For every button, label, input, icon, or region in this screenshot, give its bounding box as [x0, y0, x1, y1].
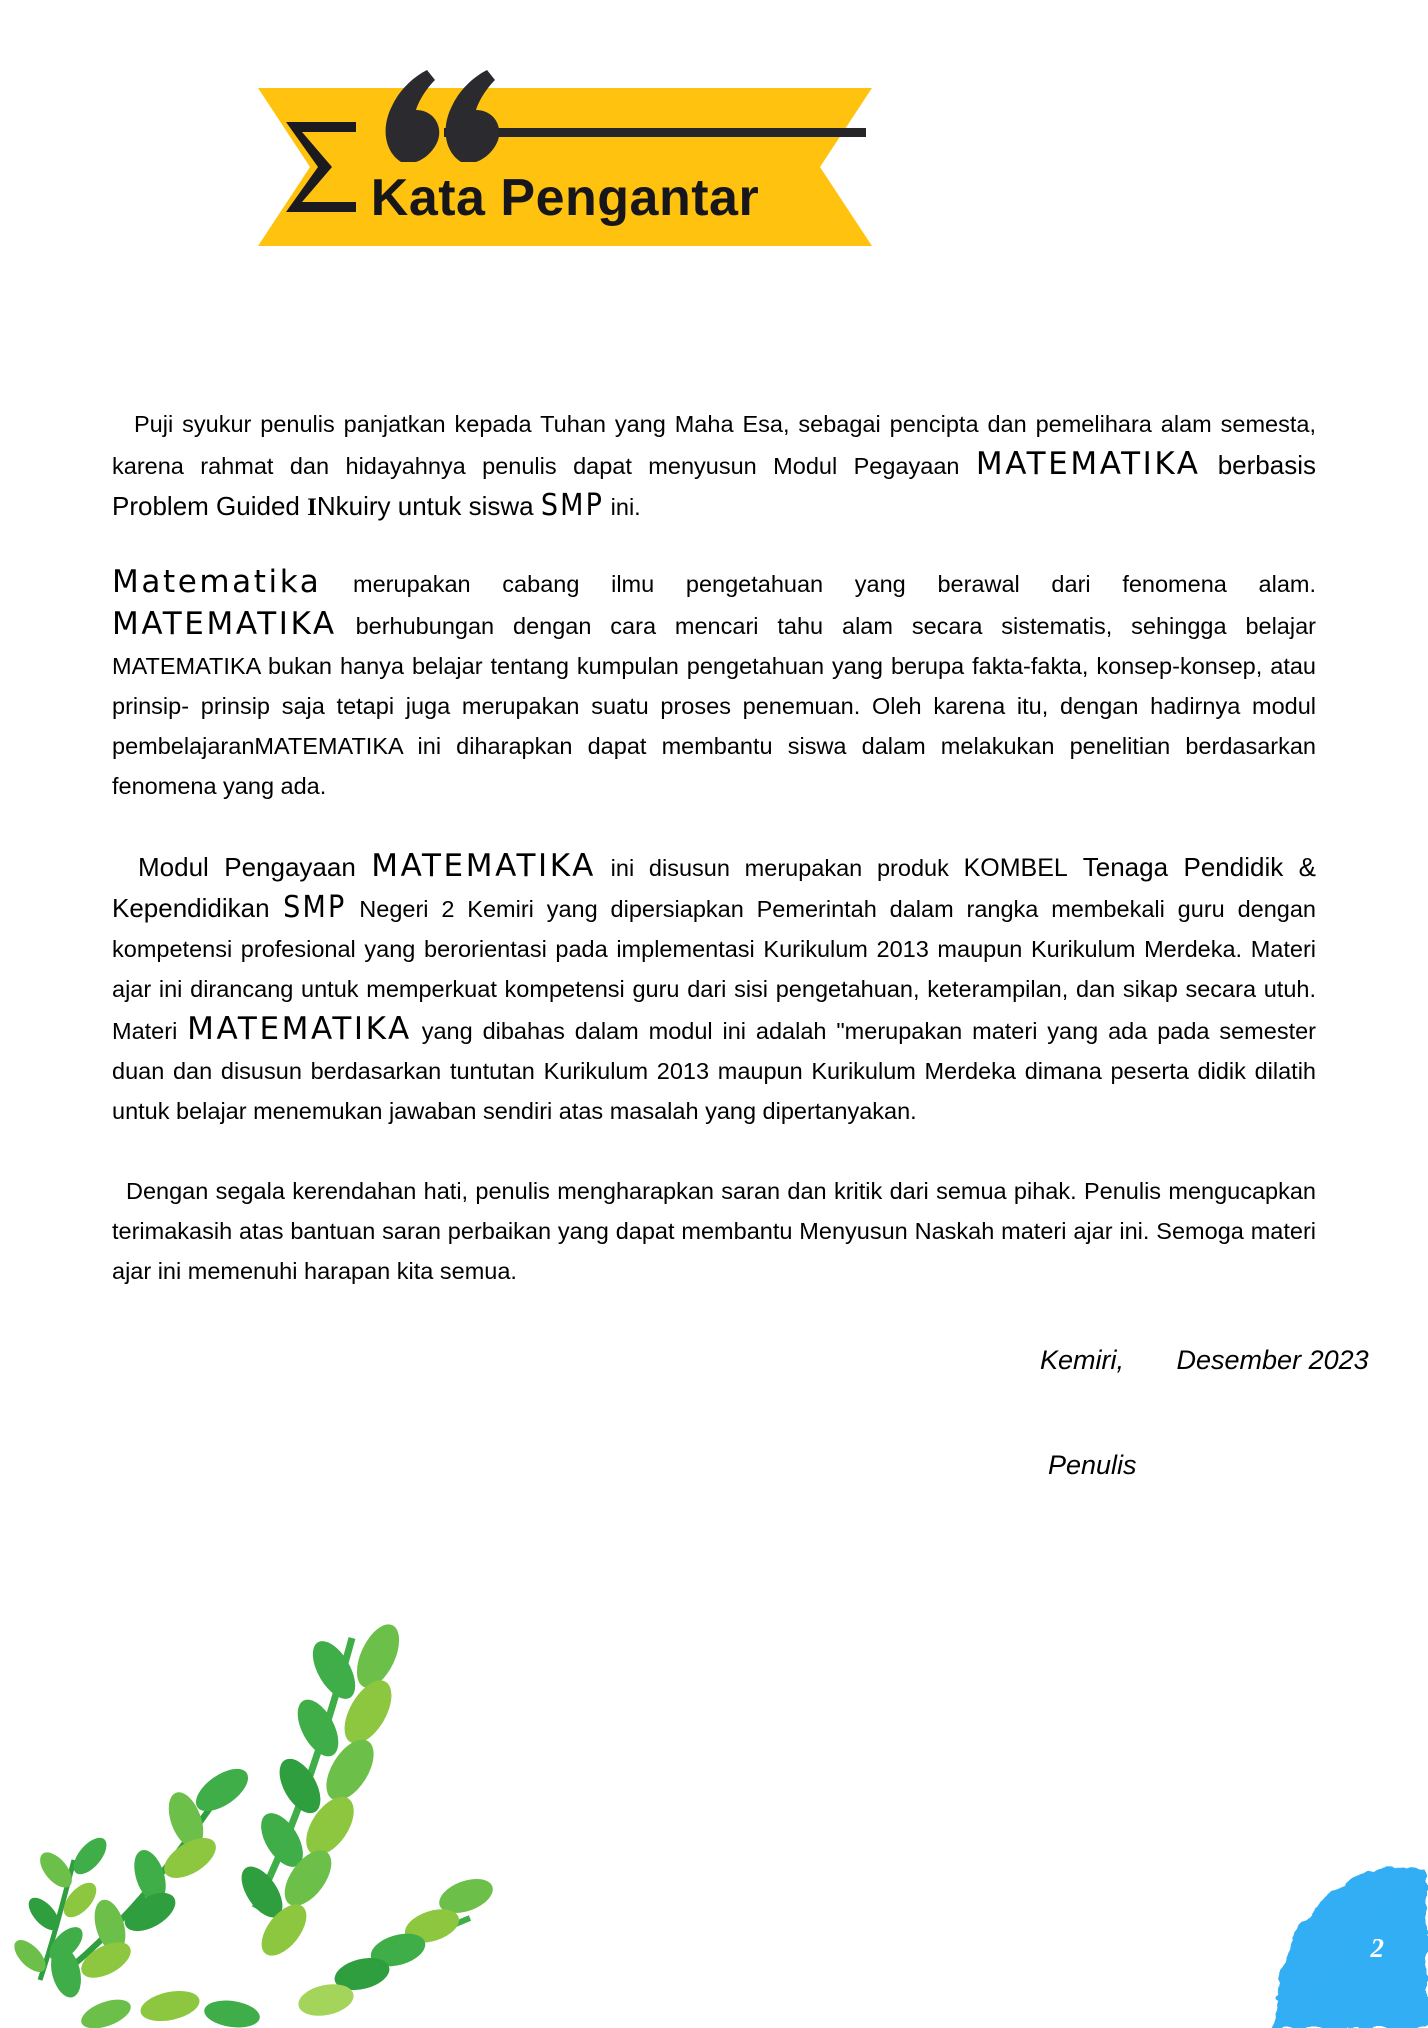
quotation-mark-icon [383, 70, 513, 162]
page-header-banner [258, 88, 872, 246]
page-number-badge-icon [1238, 1828, 1428, 2028]
p1-emphasis-i: I [307, 494, 317, 521]
p3-emphasis-matematika-1: MATEMATIKA [371, 848, 596, 884]
p1-text-3: Nkuiry untuk siswa [316, 491, 541, 521]
p3-text-3: Tenaga Pendidik & Kependidikan [112, 852, 1316, 923]
p3-text-1: Modul Pengayaan [138, 852, 372, 882]
p3-text-2: ini disusun merupakan produk [595, 855, 964, 881]
p1-emphasis-smp: SMP [540, 488, 605, 523]
p2-text-1: merupakan cabang ilmu pengetahuan yang berawal dari fenomena alam. [321, 571, 1316, 597]
page-title: Kata Pengantar [370, 169, 760, 227]
p3-text-5: yang dibahas dalam modul ini adalah "merupakan materi yang ada pada semester duan dan disusun berdasarkan tuntutan Kurikulum 2013 maupun Kurikulum Merdeka dimana peserta didik dilatih untuk belajar menemukan jawaban sendiri atas masalah yang dipertanyakan. [112, 1018, 1316, 1124]
paragraph-3 [112, 846, 1316, 1131]
p3-emphasis-matematika-2: MATEMATIKA [187, 1011, 412, 1047]
p2-emphasis-matematika: MATEMATIKA [112, 606, 337, 642]
p1-text-4: ini. [604, 494, 641, 520]
p1-emphasis-matematika: MATEMATIKA [975, 446, 1201, 482]
paragraph-4 [112, 1171, 1316, 1291]
leaf-decoration-icon [0, 1608, 520, 2028]
p2-emphasis-matematika-title: Matematika [112, 564, 322, 600]
p1-text-2: berbasis Problem Guided [112, 450, 1316, 521]
p1-text-1: Puji syukur penulis panjatkan kepada Tuhan yang Maha Esa, sebagai pencipta dan pemelihara alam semesta, karena rahmat dan hidayahnya penulis dapat menyusun Modul Pegayaan [112, 411, 1316, 479]
p3-text-4: Negeri 2 Kemiri yang dipersiapkan Pemerintah dalam rangka membekali guru dengan kompetensi profesional yang berorientasi pada implementasi Kurikulum 2013 maupun Kurikulum Merdeka. Materi ajar ini dirancang untuk memperkuat kompetensi guru dari sisi pengetahuan, keterampilan, dan sikap secara utuh. Materi [112, 896, 1316, 1044]
paragraph-2 [112, 562, 1316, 806]
paragraph-1 [112, 404, 1316, 528]
p4-text-1: Dengan segala kerendahan hati, penulis mengharapkan saran dan kritik dari semua pihak. Penulis mengucapkan terimakasih atas bantuan saran perbaikan yang dapat membantu Menyusun Naskah materi ajar ini. Semoga materi ajar ini memenuhi harapan kita semua. [112, 1178, 1316, 1284]
p2-text-2: berhubungan dengan cara mencari tahu alam secara sistematis, sehingga belajar MATEMATIKA bukan hanya belajar tentang kumpulan pengetahuan yang berupa fakta-fakta, konsep-konsep, atau prinsip- prinsip saja tetapi juga merupakan suatu proses penemuan. Oleh karena itu, dengan hadirnya modul pembelajaranMATEMATIKA ini diharapkan dapat membantu siswa dalam melakukan penelitian berdasarkan fenomena yang ada. [112, 613, 1316, 799]
signature-name: Penulis [1048, 1450, 1137, 1480]
p3-emphasis-smp: SMP [283, 890, 347, 925]
signature-place-date: Kemiri, Desember 2023 [1040, 1345, 1369, 1375]
p3-emphasis-kombel: KOMBEL [963, 854, 1068, 882]
preface-body [112, 404, 1316, 1325]
page-number: 2 [1370, 1933, 1384, 1963]
